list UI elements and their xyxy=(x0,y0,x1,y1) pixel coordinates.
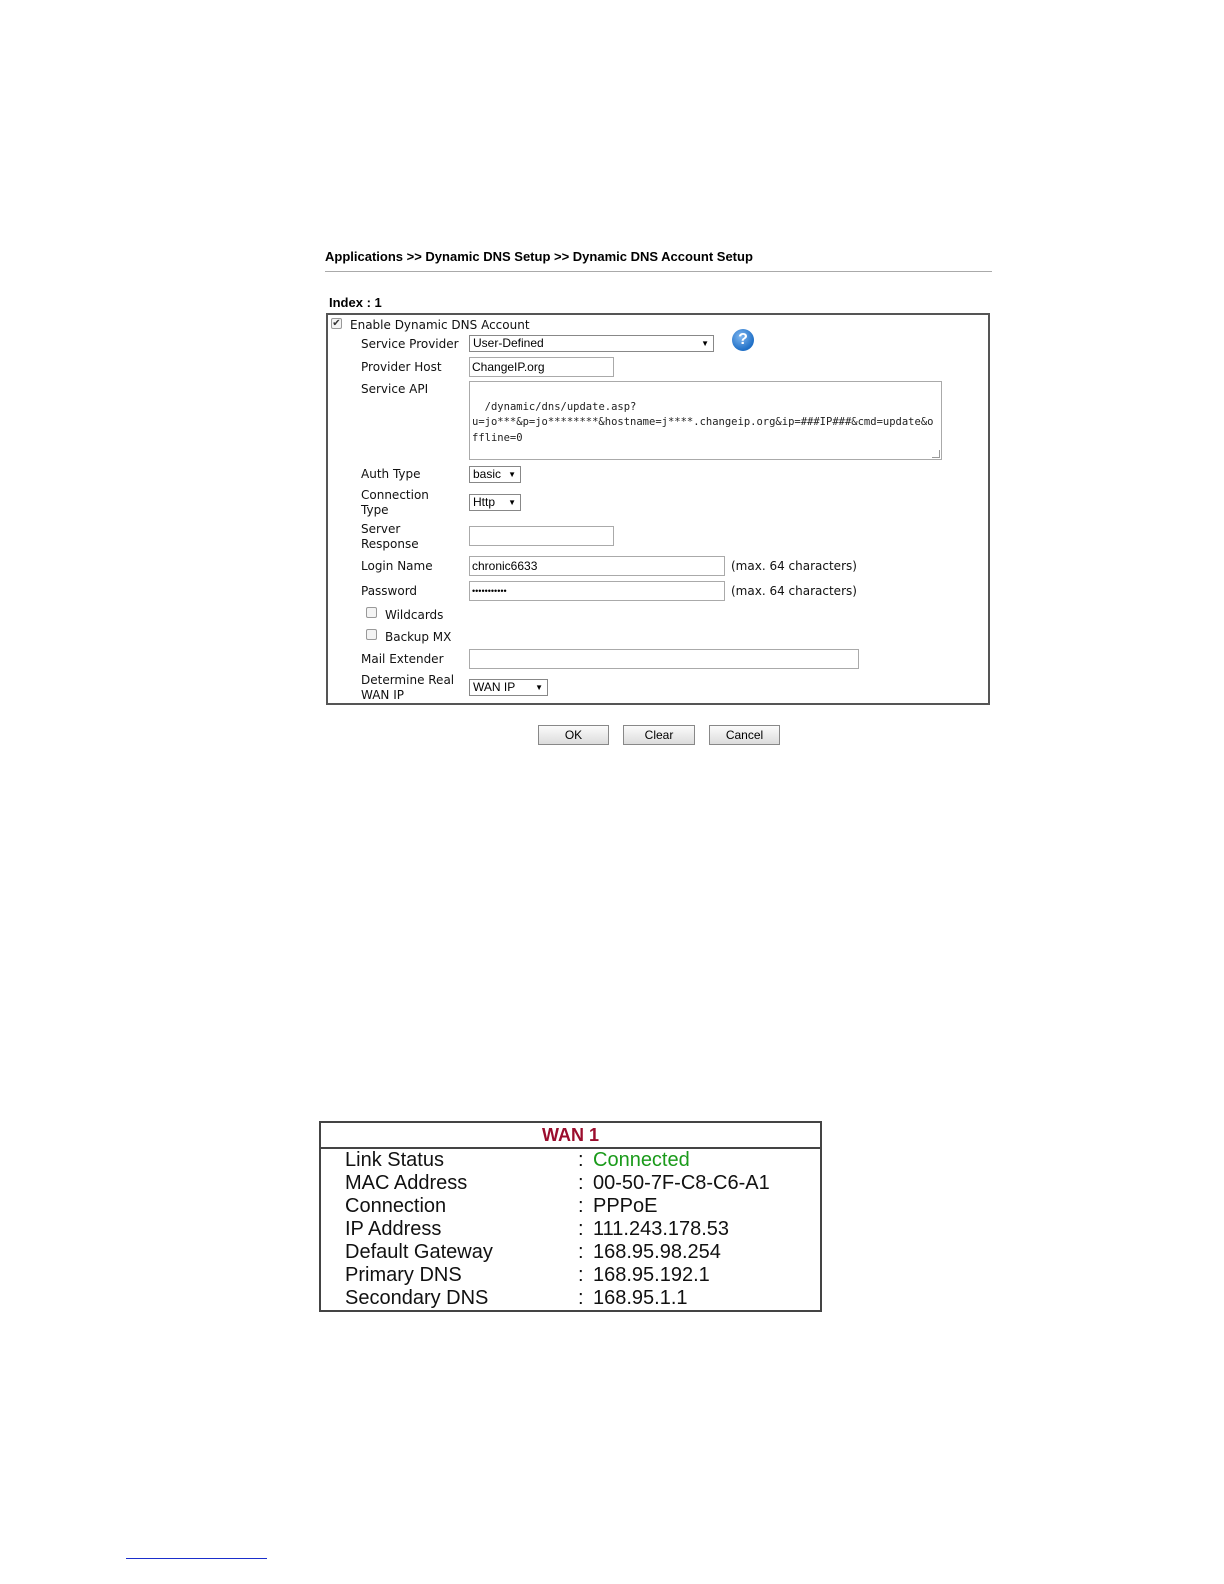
primary-dns-value: 168.95.192.1 xyxy=(593,1264,710,1286)
wan-row-label: Secondary DNS xyxy=(345,1287,489,1309)
determine-wan-ip-select[interactable]: WAN IP ▼ xyxy=(469,679,548,696)
help-icon[interactable]: ? xyxy=(732,329,754,351)
password-hint: (max. 64 characters) xyxy=(731,584,857,598)
resize-grip-icon[interactable] xyxy=(932,450,940,458)
chevron-down-icon: ▼ xyxy=(535,683,543,692)
connection-type-select[interactable]: Http ▼ xyxy=(469,494,521,511)
server-response-input[interactable] xyxy=(469,526,614,546)
wan-row-label: Connection xyxy=(345,1195,447,1217)
wan-title: WAN 1 xyxy=(321,1123,820,1149)
service-provider-label: Service Provider xyxy=(361,337,459,351)
login-name-label: Login Name xyxy=(361,559,433,573)
server-response-label: Server Response xyxy=(361,522,419,551)
wan-row-label: Default Gateway xyxy=(345,1241,493,1263)
wildcards-checkbox[interactable] xyxy=(366,607,377,618)
connection-value: PPPoE xyxy=(593,1195,658,1217)
wan-row-label: Link Status xyxy=(345,1149,444,1171)
cancel-button[interactable]: Cancel xyxy=(709,725,780,745)
password-label: Password xyxy=(361,584,418,598)
backup-mx-checkbox[interactable] xyxy=(366,629,377,640)
provider-host-label: Provider Host xyxy=(361,360,442,374)
mac-address-value: 00-50-7F-C8-C6-A1 xyxy=(593,1172,770,1194)
enable-ddns-label: Enable Dynamic DNS Account xyxy=(350,318,530,332)
backup-mx-label: Backup MX xyxy=(385,630,452,644)
wan-row-separator: : xyxy=(578,1172,584,1194)
wan-row-separator: : xyxy=(578,1218,584,1240)
secondary-dns-value: 168.95.1.1 xyxy=(593,1287,688,1309)
mail-extender-input[interactable] xyxy=(469,649,859,669)
ip-address-value: 111.243.178.53 xyxy=(593,1218,730,1240)
wan-row-separator: : xyxy=(578,1149,584,1171)
wan-row-label: IP Address xyxy=(345,1218,442,1240)
mail-extender-label: Mail Extender xyxy=(361,652,444,666)
password-input[interactable]: ••••••••••• xyxy=(469,581,725,601)
service-provider-select[interactable]: User-Defined ▼ xyxy=(469,335,714,352)
login-name-input[interactable]: chronic6633 xyxy=(469,556,725,576)
connection-type-label: Connection Type xyxy=(361,488,429,517)
ok-button[interactable]: OK xyxy=(538,725,609,745)
footnote-link-underline xyxy=(126,1558,267,1559)
breadcrumb: Applications >> Dynamic DNS Setup >> Dynamic DNS Account Setup xyxy=(325,249,753,264)
determine-wan-ip-label: Determine Real WAN IP xyxy=(361,673,455,702)
service-api-label: Service API xyxy=(361,382,429,396)
auth-type-label: Auth Type xyxy=(361,467,421,481)
login-name-hint: (max. 64 characters) xyxy=(731,559,857,573)
chevron-down-icon: ▼ xyxy=(508,470,516,479)
service-api-textarea[interactable]: /dynamic/dns/update.asp? u=jo***&p=jo********&hostname=j****.changeip.org&ip=###IP###&cmd=update&offline=0 xyxy=(469,381,942,460)
wan-row-separator: : xyxy=(578,1195,584,1217)
wan-row-separator: : xyxy=(578,1287,584,1309)
wan-row-label: Primary DNS xyxy=(345,1264,462,1286)
wildcards-label: Wildcards xyxy=(385,608,444,622)
index-label: Index : 1 xyxy=(329,295,382,310)
link-status-value: Connected xyxy=(593,1149,690,1171)
breadcrumb-divider xyxy=(325,271,992,272)
chevron-down-icon: ▼ xyxy=(701,339,709,348)
wan-row-label: MAC Address xyxy=(345,1172,468,1194)
enable-ddns-checkbox[interactable]: ✔ xyxy=(332,318,341,329)
provider-host-input[interactable]: ChangeIP.org xyxy=(469,357,614,377)
wan-row-separator: : xyxy=(578,1264,584,1286)
wan-row-separator: : xyxy=(578,1241,584,1263)
default-gateway-value: 168.95.98.254 xyxy=(593,1241,721,1263)
chevron-down-icon: ▼ xyxy=(508,498,516,507)
auth-type-select[interactable]: basic ▼ xyxy=(469,466,521,483)
clear-button[interactable]: Clear xyxy=(623,725,695,745)
